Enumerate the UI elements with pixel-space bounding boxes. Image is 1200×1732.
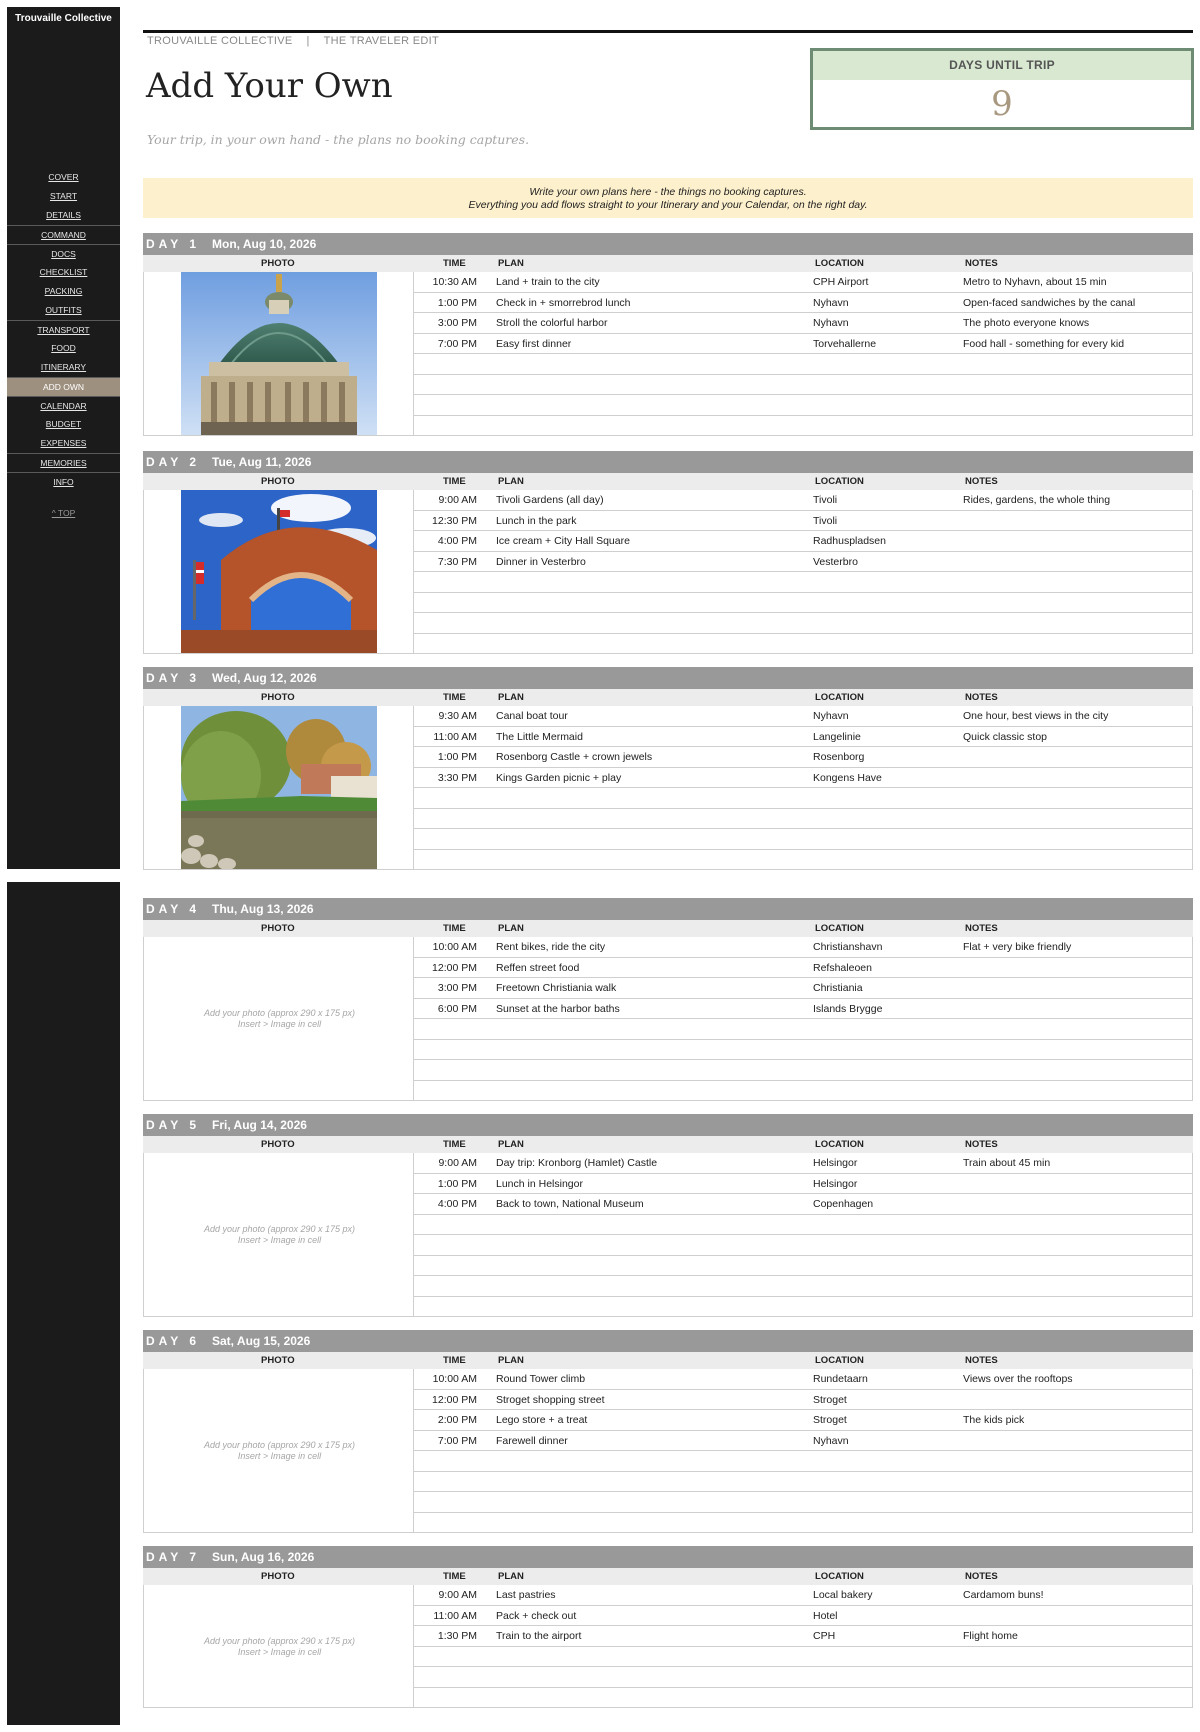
table-row[interactable] (414, 572, 1192, 593)
row-location[interactable]: Vesterbro (813, 555, 858, 568)
col-location: LOCATION (815, 1139, 864, 1150)
day-label: DAY 7 (146, 1550, 201, 1564)
col-location: LOCATION (815, 1355, 864, 1366)
table-row[interactable] (414, 768, 1192, 789)
photo-placeholder-line-2: Insert > Image in cell (237, 1019, 322, 1029)
row-plan[interactable]: Canal boat tour (496, 710, 568, 722)
row-notes[interactable]: Open-faced sandwiches by the canal (963, 296, 1136, 309)
table-row[interactable] (414, 1451, 1192, 1472)
photo-placeholder-line-2: Insert > Image in cell (237, 1647, 322, 1657)
row-time[interactable]: 10:30 AM (432, 276, 477, 288)
row-notes[interactable]: Rides, gardens, the whole thing (963, 494, 1111, 506)
row-notes[interactable]: Views over the rooftops (963, 1373, 1073, 1385)
day-block (143, 1330, 1193, 1533)
day-body (143, 706, 1193, 870)
row-time[interactable]: 9:00 AM (438, 494, 477, 506)
row-location[interactable]: Rosenborg (813, 751, 865, 763)
col-location: LOCATION (815, 692, 864, 703)
row-location[interactable]: Hotel (813, 1609, 838, 1622)
col-location: LOCATION (815, 258, 864, 269)
row-time[interactable]: 10:00 AM (432, 1373, 477, 1385)
row-time[interactable]: 3:00 PM (437, 982, 477, 994)
countdown-value: 9 (991, 84, 1013, 124)
photo-cell[interactable] (143, 1585, 414, 1708)
days-until-trip-card (810, 48, 1194, 130)
day-block (143, 233, 1193, 436)
plan-rows (414, 490, 1193, 654)
row-plan[interactable]: Stroget shopping street (496, 1393, 605, 1406)
sidebar-item-expenses[interactable]: EXPENSES (40, 438, 87, 448)
col-plan: PLAN (498, 476, 524, 487)
day-block (143, 898, 1193, 1101)
sidebar (7, 7, 120, 869)
table-row[interactable] (414, 937, 1192, 958)
row-location[interactable]: Christiania (813, 982, 863, 994)
plan-rows (414, 937, 1193, 1101)
col-time: TIME (443, 258, 466, 269)
row-location[interactable]: Copenhagen (813, 1198, 874, 1210)
day-header (143, 451, 1193, 473)
table-row[interactable] (414, 334, 1192, 355)
day-photo (181, 490, 377, 653)
table-row[interactable] (414, 1276, 1192, 1297)
sidebar-item-start[interactable]: START (49, 191, 78, 201)
photo-placeholder (144, 1440, 415, 1462)
table-row[interactable] (414, 1174, 1192, 1195)
sidebar-item-docs[interactable]: DOCS (7, 244, 120, 263)
row-notes[interactable]: Train about 45 min (963, 1157, 1051, 1169)
row-location[interactable]: Radhuspladsen (813, 535, 886, 547)
col-photo: PHOTO (261, 923, 295, 934)
table-row[interactable] (414, 1256, 1192, 1277)
row-plan[interactable]: Easy first dinner (496, 337, 572, 350)
banner-line-1: Write your own plans here - the things no booking captures. (529, 186, 807, 198)
table-row[interactable] (414, 1153, 1192, 1174)
table-row[interactable] (414, 1647, 1192, 1668)
col-plan: PLAN (498, 1571, 524, 1582)
table-row[interactable] (414, 375, 1192, 396)
table-row[interactable] (414, 1472, 1192, 1493)
table-row[interactable] (414, 1667, 1192, 1688)
plan-rows (414, 272, 1193, 436)
photo-placeholder (144, 1224, 415, 1246)
row-time[interactable]: 7:00 PM (437, 337, 477, 350)
table-row[interactable] (414, 1081, 1192, 1102)
countdown-label: DAYS UNTIL TRIP (813, 51, 1191, 80)
row-location[interactable]: Helsingor (813, 1177, 858, 1190)
col-plan: PLAN (498, 923, 524, 934)
table-row[interactable] (414, 511, 1192, 532)
row-time[interactable]: 1:00 PM (437, 751, 477, 763)
page-title: Add Your Own (146, 66, 393, 106)
day-header (143, 1114, 1193, 1136)
day-date: Tue, Aug 11, 2026 (212, 455, 312, 469)
row-location[interactable]: Torvehallerne (813, 337, 877, 350)
row-plan[interactable]: Lunch in Helsingor (496, 1177, 583, 1190)
col-plan: PLAN (498, 258, 524, 269)
sidebar-brand: Trouvaille Collective (15, 13, 112, 24)
row-plan[interactable]: Land + train to the city (496, 276, 600, 288)
photo-cell[interactable] (143, 272, 414, 436)
day-header (143, 1330, 1193, 1352)
col-time: TIME (443, 476, 466, 487)
row-plan[interactable]: Rosenborg Castle + crown jewels (496, 751, 653, 763)
table-row[interactable] (414, 1513, 1192, 1534)
col-photo: PHOTO (261, 1139, 295, 1150)
photo-placeholder (144, 1636, 415, 1658)
table-row[interactable] (414, 747, 1192, 768)
row-time[interactable]: 6:00 PM (437, 1002, 477, 1015)
col-notes: NOTES (965, 923, 998, 934)
col-plan: PLAN (498, 1139, 524, 1150)
table-row[interactable] (414, 958, 1192, 979)
row-plan[interactable]: Freetown Christiania walk (496, 982, 617, 994)
table-row[interactable] (414, 1194, 1192, 1215)
sidebar-item-details[interactable]: DETAILS (46, 210, 81, 220)
row-plan[interactable]: Stroll the colorful harbor (496, 317, 608, 329)
row-location[interactable]: Nyhavn (813, 317, 849, 329)
row-time[interactable]: 1:00 PM (437, 1177, 477, 1190)
table-row[interactable] (414, 593, 1192, 614)
row-time[interactable]: 9:00 AM (438, 1589, 477, 1601)
photo-cell[interactable] (143, 1153, 414, 1317)
row-plan[interactable]: Lunch in the park (496, 514, 577, 527)
column-headers (143, 920, 1193, 937)
day-date: Sat, Aug 15, 2026 (212, 1334, 311, 1348)
row-time[interactable]: 9:30 AM (438, 710, 477, 722)
col-notes: NOTES (965, 1355, 998, 1366)
row-time[interactable]: 11:00 AM (433, 730, 477, 743)
photo-placeholder-line-1: Add your photo (approx 290 x 175 px) (203, 1224, 356, 1234)
col-time: TIME (443, 692, 466, 703)
row-time[interactable]: 12:00 PM (432, 961, 477, 974)
table-row[interactable] (414, 1369, 1192, 1390)
sidebar-item-budget[interactable]: BUDGET (45, 419, 82, 429)
table-row[interactable] (414, 1019, 1192, 1040)
row-plan[interactable]: Dinner in Vesterbro (496, 555, 586, 568)
day-header (143, 1546, 1193, 1568)
day-block (143, 667, 1193, 870)
day-body (143, 1369, 1193, 1533)
table-row[interactable] (414, 613, 1192, 634)
column-headers (143, 1136, 1193, 1153)
row-location[interactable]: CPH Airport (813, 276, 869, 288)
plan-rows (414, 1153, 1193, 1317)
day-label: DAY 4 (146, 902, 201, 916)
day-label: DAY 1 (146, 237, 201, 251)
day-header (143, 667, 1193, 689)
table-row[interactable] (414, 531, 1192, 552)
table-row[interactable] (414, 1297, 1192, 1318)
table-row[interactable] (414, 272, 1192, 293)
table-row[interactable] (414, 1235, 1192, 1256)
day-body (143, 1153, 1193, 1317)
row-location[interactable]: Christianshavn (813, 941, 883, 953)
table-row[interactable] (414, 490, 1192, 511)
day-body (143, 490, 1193, 654)
row-notes[interactable]: Quick classic stop (963, 730, 1048, 743)
day-photo (181, 706, 377, 869)
col-time: TIME (443, 923, 466, 934)
photo-placeholder-line-1: Add your photo (approx 290 x 175 px) (203, 1636, 356, 1646)
table-row[interactable] (414, 1492, 1192, 1513)
table-row[interactable] (414, 978, 1192, 999)
row-notes[interactable]: One hour, best views in the city (963, 710, 1109, 722)
row-plan[interactable]: Farewell dinner (496, 1434, 568, 1447)
row-location[interactable]: Islands Brygge (813, 1002, 883, 1015)
breadcrumb-separator: | (306, 35, 310, 47)
back-to-top-link[interactable]: ^ TOP (51, 508, 76, 518)
day-label: DAY 6 (146, 1334, 201, 1348)
table-row[interactable] (414, 829, 1192, 850)
table-row[interactable] (414, 850, 1192, 871)
row-time[interactable]: 2:00 PM (437, 1414, 477, 1426)
day-body (143, 1585, 1193, 1708)
row-time[interactable]: 4:00 PM (437, 535, 477, 547)
row-plan[interactable]: Rent bikes, ride the city (496, 941, 606, 953)
plan-rows (414, 706, 1193, 870)
sidebar-item-outfits[interactable]: OUTFITS (45, 305, 82, 315)
day-date: Wed, Aug 12, 2026 (212, 671, 317, 685)
row-notes[interactable]: The kids pick (963, 1414, 1025, 1426)
table-row[interactable] (414, 313, 1192, 334)
row-time[interactable]: 3:30 PM (437, 771, 477, 784)
day-photo (181, 272, 377, 435)
row-plan[interactable]: Day trip: Kronborg (Hamlet) Castle (496, 1157, 658, 1169)
col-photo: PHOTO (261, 692, 295, 703)
row-plan[interactable]: Lego store + a treat (496, 1414, 588, 1426)
photo-placeholder-line-1: Add your photo (approx 290 x 175 px) (203, 1440, 356, 1450)
row-plan[interactable]: Tivoli Gardens (all day) (496, 494, 604, 506)
row-plan[interactable]: Reffen street food (496, 961, 580, 974)
row-plan[interactable]: Pack + check out (496, 1609, 577, 1622)
day-date: Sun, Aug 16, 2026 (212, 1550, 315, 1564)
table-row[interactable] (414, 552, 1192, 573)
row-location[interactable]: Langelinie (813, 730, 861, 743)
row-location[interactable]: Nyhavn (813, 1434, 849, 1447)
day-date: Fri, Aug 14, 2026 (212, 1118, 307, 1132)
row-plan[interactable]: Sunset at the harbor baths (496, 1002, 620, 1015)
table-row[interactable] (414, 1585, 1192, 1606)
sidebar-item-command[interactable]: COMMAND (7, 225, 120, 244)
row-notes[interactable]: Cardamom buns! (963, 1589, 1044, 1601)
photo-cell[interactable] (143, 937, 414, 1101)
row-plan[interactable]: Round Tower climb (496, 1373, 586, 1385)
day-date: Thu, Aug 13, 2026 (212, 902, 314, 916)
row-time[interactable]: 10:00 AM (432, 941, 477, 953)
day-block (143, 1114, 1193, 1317)
day-label: DAY 5 (146, 1118, 201, 1132)
row-location[interactable]: Nyhavn (813, 296, 849, 309)
col-photo: PHOTO (261, 476, 295, 487)
table-row[interactable] (414, 1431, 1192, 1452)
row-location[interactable]: Refshaleoen (813, 961, 872, 974)
sidebar-item-calendar[interactable]: CALENDAR (7, 396, 120, 415)
col-location: LOCATION (815, 923, 864, 934)
sidebar-item-food[interactable]: FOOD (51, 343, 76, 353)
row-plan[interactable]: The Little Mermaid (496, 730, 583, 743)
day-label: DAY 2 (146, 455, 201, 469)
sidebar-item-checklist[interactable]: CHECKLIST (39, 267, 88, 277)
col-location: LOCATION (815, 476, 864, 487)
sidebar-nav (7, 168, 120, 518)
row-time[interactable]: 12:30 PM (432, 514, 477, 527)
col-notes: NOTES (965, 1139, 998, 1150)
table-row[interactable] (414, 999, 1192, 1020)
row-plan[interactable]: Train to the airport (496, 1630, 582, 1642)
day-body (143, 937, 1193, 1101)
breadcrumb (147, 35, 439, 47)
photo-cell[interactable] (143, 1369, 414, 1533)
row-location[interactable]: Tivoli (813, 514, 838, 527)
sidebar-item-transport[interactable]: TRANSPORT (7, 320, 120, 339)
photo-cell[interactable] (143, 706, 414, 870)
page-subtitle: Your trip, in your own hand - the plans no booking captures. (147, 132, 530, 147)
row-time[interactable]: 12:00 PM (432, 1393, 477, 1406)
photo-placeholder-line-2: Insert > Image in cell (237, 1451, 322, 1461)
row-location[interactable]: Kongens Have (813, 771, 882, 784)
column-headers (143, 473, 1193, 490)
table-row[interactable] (414, 354, 1192, 375)
day-header (143, 898, 1193, 920)
plan-rows (414, 1369, 1193, 1533)
col-time: TIME (443, 1571, 466, 1582)
day-date: Mon, Aug 10, 2026 (212, 237, 317, 251)
row-plan[interactable]: Check in + smorrebrod lunch (496, 296, 631, 309)
table-row[interactable] (414, 1040, 1192, 1061)
sidebar-continued (7, 882, 120, 1725)
row-plan[interactable]: Last pastries (496, 1589, 556, 1601)
row-time[interactable]: 7:00 PM (437, 1434, 477, 1447)
row-location[interactable]: Local bakery (813, 1589, 873, 1601)
row-time[interactable]: 7:30 PM (437, 555, 477, 568)
col-plan: PLAN (498, 692, 524, 703)
column-headers (143, 1568, 1193, 1585)
row-notes[interactable]: Metro to Nyhavn, about 15 min (963, 276, 1107, 288)
table-row[interactable] (414, 788, 1192, 809)
column-headers (143, 1352, 1193, 1369)
sidebar-item-info[interactable]: INFO (7, 472, 120, 491)
day-body (143, 272, 1193, 436)
table-row[interactable] (414, 1688, 1192, 1709)
row-plan[interactable]: Ice cream + City Hall Square (496, 535, 630, 547)
day-header (143, 233, 1193, 255)
row-location[interactable]: Rundetaarn (813, 1373, 868, 1385)
col-notes: NOTES (965, 1571, 998, 1582)
sidebar-item-itinerary[interactable]: ITINERARY (40, 362, 87, 372)
breadcrumb-edit: THE TRAVELER EDIT (323, 35, 439, 47)
row-notes[interactable]: The photo everyone knows (963, 317, 1090, 329)
table-row[interactable] (414, 1060, 1192, 1081)
col-notes: NOTES (965, 258, 998, 269)
table-row[interactable] (414, 416, 1192, 437)
column-headers (143, 689, 1193, 706)
col-time: TIME (443, 1355, 466, 1366)
col-photo: PHOTO (261, 1571, 295, 1582)
row-location[interactable]: Stroget (813, 1393, 847, 1406)
table-row[interactable] (414, 1410, 1192, 1431)
table-row[interactable] (414, 809, 1192, 830)
plan-rows (414, 1585, 1193, 1708)
table-row[interactable] (414, 706, 1192, 727)
row-notes[interactable]: Food hall - something for every kid (963, 337, 1125, 350)
row-time[interactable]: 4:00 PM (437, 1198, 477, 1210)
photo-placeholder (144, 1008, 415, 1030)
row-plan[interactable]: Back to town, National Museum (496, 1198, 644, 1210)
table-row[interactable] (414, 1215, 1192, 1236)
day-block (143, 451, 1193, 654)
col-plan: PLAN (498, 1355, 524, 1366)
row-time[interactable]: 3:00 PM (437, 317, 477, 329)
row-plan[interactable]: Kings Garden picnic + play (496, 771, 622, 784)
col-photo: PHOTO (261, 258, 295, 269)
col-location: LOCATION (815, 1571, 864, 1582)
day-label: DAY 3 (146, 671, 201, 685)
row-location[interactable]: Tivoli (813, 494, 838, 506)
row-notes[interactable]: Flight home (963, 1630, 1018, 1642)
photo-placeholder-line-2: Insert > Image in cell (237, 1235, 322, 1245)
table-row[interactable] (414, 634, 1192, 655)
header-rule (143, 30, 1193, 33)
col-time: TIME (443, 1139, 466, 1150)
day-block (143, 1546, 1193, 1708)
table-row[interactable] (414, 1626, 1192, 1647)
row-time[interactable]: 1:00 PM (437, 296, 477, 309)
sidebar-item-add-own[interactable]: ADD OWN (7, 377, 120, 396)
breadcrumb-collective: TROUVAILLE COLLECTIVE (147, 35, 293, 47)
table-row[interactable] (414, 727, 1192, 748)
instruction-banner (143, 178, 1193, 218)
row-location[interactable]: CPH (813, 1630, 836, 1642)
sidebar-item-packing[interactable]: PACKING (44, 286, 83, 296)
banner-line-2: Everything you add flows straight to your Itinerary and your Calendar, on the right day. (468, 199, 868, 211)
col-notes: NOTES (965, 692, 998, 703)
photo-cell[interactable] (143, 490, 414, 654)
table-row[interactable] (414, 1606, 1192, 1627)
row-time[interactable]: 1:30 PM (437, 1630, 477, 1642)
row-location[interactable]: Nyhavn (813, 710, 849, 722)
row-location[interactable]: Stroget (813, 1414, 847, 1426)
sidebar-item-memories[interactable]: MEMORIES (7, 453, 120, 472)
row-location[interactable]: Helsingor (813, 1157, 858, 1169)
col-notes: NOTES (965, 476, 998, 487)
table-row[interactable] (414, 293, 1192, 314)
table-row[interactable] (414, 395, 1192, 416)
row-time[interactable]: 11:00 AM (433, 1609, 477, 1622)
table-row[interactable] (414, 1390, 1192, 1411)
column-headers (143, 255, 1193, 272)
col-photo: PHOTO (261, 1355, 295, 1366)
row-notes[interactable]: Flat + very bike friendly (963, 941, 1072, 953)
photo-placeholder-line-1: Add your photo (approx 290 x 175 px) (203, 1008, 356, 1018)
sidebar-item-cover[interactable]: COVER (48, 172, 79, 182)
row-time[interactable]: 9:00 AM (438, 1157, 477, 1169)
